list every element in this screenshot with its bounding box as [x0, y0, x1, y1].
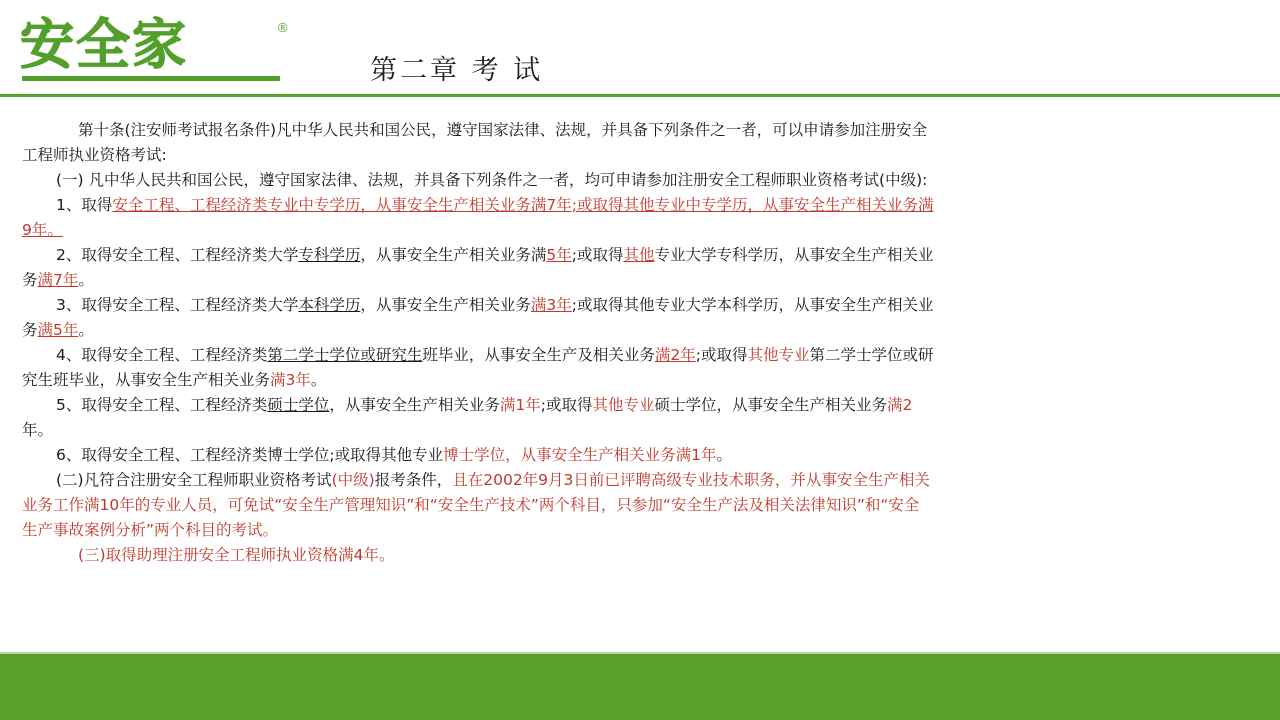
- paragraph-article-10-rest: 工程师执业资格考试:: [22, 146, 167, 164]
- page-header: [0, 0, 1280, 97]
- cond-4-text-b: 班毕业，从事安全生产及相关业务: [422, 346, 655, 364]
- item-2-text-a: (二)凡符合注册安全工程师职业资格考试: [56, 471, 332, 489]
- cond-2-highlight-a: 5年: [546, 246, 572, 264]
- cond-5-text-c: ;或取得: [540, 396, 593, 414]
- cond-5-text-d: 硕士学位，从事安全生产相关业务: [654, 396, 888, 414]
- cond-5-highlight-b: 其他专业: [592, 396, 655, 414]
- paragraph-cond-5: [22, 393, 1254, 443]
- paragraph-cond-3: [22, 293, 1254, 343]
- cond-2-text-f: 。: [78, 271, 94, 289]
- item-2-highlight-d: 生产事故案例分析”两个科目的考试。: [22, 521, 279, 539]
- item-2-highlight-c: 业务工作满10年的专业人员，可免试“安全生产管理知识”和“安全生产技术”两个科目，只参加“安全生产法及相关法律知识”和“安全: [22, 496, 920, 514]
- paragraph-item-3: [22, 543, 1254, 568]
- cond-3-text-c: ;或取得其他专业大学本科学历，从事安全生产相关业: [571, 296, 934, 314]
- cond-5-highlight-c: 满2: [887, 396, 913, 414]
- cond-2-highlight-c: 满7年: [37, 271, 79, 289]
- cond-3-highlight-a: 满3年: [530, 296, 572, 314]
- cond-5-highlight-a: 满1年: [499, 396, 541, 414]
- logo-text: 安全家: [20, 13, 188, 76]
- item-2-text-b: 报考条件，: [374, 471, 453, 489]
- cond-1-highlight-b: 9年。: [22, 221, 63, 239]
- cond-6-text-b: 。: [716, 446, 732, 464]
- page-footer: [0, 654, 1280, 720]
- cond-2-underline-a: 专科学历: [298, 246, 361, 264]
- cond-2-text-b: ，从事安全生产相关业务满: [360, 246, 547, 264]
- paragraph-cond-1: [22, 193, 1254, 243]
- document-body: [22, 118, 1254, 568]
- paragraph-article-10-lead: 第十条(注安师考试报名条件)凡中华人民共和国公民，遵守国家法律、法规，并具备下列条件之一者，可以申请参加注册安全: [78, 121, 928, 139]
- paragraph-cond-6: [22, 443, 1254, 468]
- cond-4-underline-a: 第二学士学位或研究生: [267, 346, 423, 364]
- cond-4-highlight-c: 满3年: [270, 371, 311, 389]
- cond-2-text-a: 2、取得安全工程、工程经济类大学: [56, 246, 299, 264]
- cond-2-text-c: ;或取得: [571, 246, 624, 264]
- cond-4-highlight-b: 其他专业: [747, 346, 810, 364]
- cond-3-highlight-b: 满5年: [37, 321, 79, 339]
- paragraph-item-1: [22, 168, 1254, 193]
- paragraph-article-10: [22, 118, 1254, 168]
- item-3-text: (三)取得助理注册安全工程师执业资格满4年。: [78, 546, 395, 564]
- cond-2-highlight-b: 其他: [623, 246, 655, 264]
- cond-3-underline-a: 本科学历: [298, 296, 361, 314]
- page-title: 第二章 考 试: [370, 55, 544, 86]
- cond-3-text-e: 。: [78, 321, 94, 339]
- item-2-highlight-a: (中级): [331, 471, 375, 489]
- cond-5-text-e: 年。: [22, 421, 54, 439]
- cond-5-text-a: 5、取得安全工程、工程经济类: [56, 396, 268, 414]
- cond-4-text-d: 第二学士学位或研: [809, 346, 934, 364]
- cond-2-text-d: 专业大学专科学历，从事安全生产相关业: [654, 246, 934, 264]
- paragraph-cond-2: [22, 243, 1254, 293]
- cond-5-text-b: ，从事安全生产相关业务: [329, 396, 500, 414]
- cond-6-highlight-a: 博士学位，从事安全生产相关业务满1年: [443, 446, 717, 464]
- cond-3-text-d: 务: [22, 321, 38, 339]
- cond-2-text-e: 务: [22, 271, 38, 289]
- paragraph-cond-4: [22, 343, 1254, 393]
- cond-5-underline-a: 硕士学位: [267, 396, 330, 414]
- paragraph-item-2: [22, 468, 1254, 543]
- cond-3-text-a: 3、取得安全工程、工程经济类大学: [56, 296, 299, 314]
- cond-4-highlight-a: 满2年: [654, 346, 696, 364]
- paragraph-item-1-text: (一) 凡中华人民共和国公民，遵守国家法律、法规，并具备下列条件之一者，均可申请参加注册安全工程师职业资格考试(中级):: [56, 171, 928, 189]
- item-2-highlight-b: 且在2002年9月3日前已评聘高级专业技术职务，并从事安全生产相关: [452, 471, 930, 489]
- cond-4-text-e: 究生班毕业，从事安全生产相关业务: [22, 371, 271, 389]
- logo: [20, 13, 290, 80]
- logo-underline-bar: [22, 76, 280, 81]
- cond-6-text-a: 6、取得安全工程、工程经济类博士学位;或取得其他专业: [56, 446, 444, 464]
- cond-4-text-c: ;或取得: [695, 346, 748, 364]
- registered-trademark-icon: ®: [278, 20, 288, 35]
- cond-1-highlight-a: 安全工程、工程经济类专业中专学历，从事安全生产相关业务满7年;或取得其他专业中专学历，从事安全生产相关业务满: [112, 196, 934, 214]
- cond-3-text-b: ，从事安全生产相关业务: [360, 296, 531, 314]
- cond-4-text-f: 。: [310, 371, 327, 389]
- cond-1-number: 1、取得: [56, 196, 113, 214]
- cond-4-text-a: 4、取得安全工程、工程经济类: [56, 346, 268, 364]
